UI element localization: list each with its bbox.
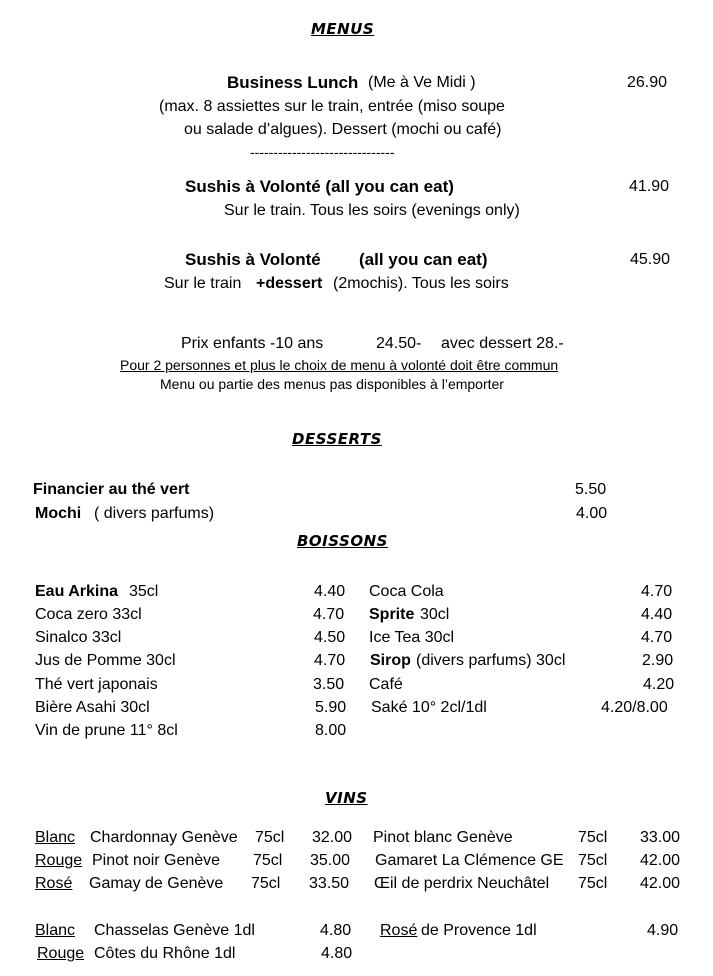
wine-price: 42.00 xyxy=(640,852,681,869)
wine-type: Blanc xyxy=(35,829,76,846)
volonte-1-title: Sushis à Volonté (all you can eat) xyxy=(185,177,454,196)
wine-name: Gamaret La Clémence GE xyxy=(375,852,564,869)
volonte-2-desc-a: Sur le train xyxy=(164,275,242,292)
drink-name: Saké 10° 2cl/1dl xyxy=(371,699,487,716)
drink-price: 8.00 xyxy=(315,722,347,739)
volonte-1-desc: Sur le train. Tous les soirs (evenings only) xyxy=(224,202,520,219)
dessert-name: Financier au thé vert xyxy=(33,481,190,498)
wine-price: 32.00 xyxy=(312,829,353,846)
drink-price: 5.90 xyxy=(315,699,347,716)
menu-note-takeaway: Menu ou partie des menus pas disponibles à l’emporter xyxy=(160,376,504,392)
wine-name: de Provence 1dl xyxy=(421,922,537,939)
drink-extra: 35cl xyxy=(129,583,159,600)
volonte-2-title: Sushis à Volonté xyxy=(185,250,321,269)
wine-price: 42.00 xyxy=(640,875,681,892)
wine-size: 75cl xyxy=(578,875,608,892)
children-price: 24.50- xyxy=(376,335,422,352)
volonte-2-desc-b: +dessert xyxy=(256,275,323,292)
menu-note-common: Pour 2 personnes et plus le choix de menu à volonté doit être commun xyxy=(120,357,559,373)
drink-name: Coca Cola xyxy=(369,583,444,600)
drink-price: 4.20/8.00 xyxy=(601,699,668,716)
wine-name: Côtes du Rhône 1dl xyxy=(94,945,236,962)
desserts-heading: DESSERTS xyxy=(292,430,382,448)
drink-price: 2.90 xyxy=(642,652,674,669)
drink-extra: (divers parfums) 30cl xyxy=(416,652,566,669)
wine-price: 33.00 xyxy=(640,829,681,846)
volonte-2-desc-c: (2mochis). Tous les soirs xyxy=(333,275,509,292)
wine-price: 4.80 xyxy=(321,945,353,962)
drink-price: 4.20 xyxy=(643,676,675,693)
drink-name: Ice Tea 30cl xyxy=(369,629,455,646)
drink-extra: 30cl xyxy=(420,606,450,623)
wine-type: Rouge xyxy=(37,945,85,962)
wine-type: Rosé xyxy=(35,875,73,892)
boissons-heading: BOISSONS xyxy=(297,532,388,550)
business-lunch-price: 26.90 xyxy=(627,74,668,91)
wine-type: Rouge xyxy=(35,852,83,869)
drink-name: Café xyxy=(369,676,403,693)
wine-type: Rosé xyxy=(380,922,418,939)
business-lunch-title: Business Lunch xyxy=(227,73,359,92)
wine-type: Blanc xyxy=(35,922,76,939)
wine-name: Chardonnay Genève xyxy=(90,829,238,846)
wine-size: 75cl xyxy=(255,829,285,846)
drink-name: Sprite xyxy=(369,606,415,623)
dessert-name: Mochi xyxy=(35,505,82,522)
dessert-price: 5.50 xyxy=(575,481,607,498)
drink-name: Coca zero 33cl xyxy=(35,606,142,623)
wine-size: 75cl xyxy=(578,852,608,869)
drink-price: 3.50 xyxy=(313,676,345,693)
volonte-2-price: 45.90 xyxy=(630,251,671,268)
wine-name: Gamay de Genève xyxy=(89,875,224,892)
business-lunch-desc-1: (max. 8 assiettes sur le train, entrée (miso soupe xyxy=(159,98,505,115)
menu-divider: ------------------------------- xyxy=(250,144,395,160)
wine-size: 75cl xyxy=(578,829,608,846)
wine-name: Pinot blanc Genève xyxy=(373,829,513,846)
vins-heading: VINS xyxy=(325,789,368,807)
dessert-extra: ( divers parfums) xyxy=(94,505,215,522)
volonte-1-price: 41.90 xyxy=(629,178,670,195)
business-lunch-desc-2: ou salade d’algues). Dessert (mochi ou café) xyxy=(184,121,502,138)
wine-price: 33.50 xyxy=(309,875,350,892)
drink-name: Bière Asahi 30cl xyxy=(35,699,150,716)
drink-price: 4.50 xyxy=(314,629,346,646)
drink-price: 4.70 xyxy=(641,583,673,600)
wine-price: 4.80 xyxy=(320,922,352,939)
business-lunch-days: (Me à Ve Midi ) xyxy=(368,74,476,91)
wine-price: 4.90 xyxy=(647,922,679,939)
drink-name: Thé vert japonais xyxy=(35,676,158,693)
wine-name: Pinot noir Genève xyxy=(92,852,221,869)
menus-heading: MENUS xyxy=(311,20,375,38)
wine-name: Œil de perdrix Neuchâtel xyxy=(374,875,550,892)
wine-name: Chasselas Genève 1dl xyxy=(94,922,255,939)
drink-price: 4.70 xyxy=(314,652,346,669)
drink-price: 4.70 xyxy=(641,629,673,646)
drink-name: Jus de Pomme 30cl xyxy=(35,652,176,669)
drink-name: Vin de prune 11° 8cl xyxy=(35,722,178,739)
drink-price: 4.40 xyxy=(314,583,346,600)
drink-name: Sirop xyxy=(370,652,411,669)
drink-name: Sinalco 33cl xyxy=(35,629,122,646)
volonte-2-title-extra: (all you can eat) xyxy=(359,250,488,269)
children-price-label: Prix enfants -10 ans xyxy=(181,335,324,352)
wine-size: 75cl xyxy=(251,875,281,892)
drink-name: Eau Arkina xyxy=(35,583,118,600)
children-dessert-price: avec dessert 28.- xyxy=(441,335,564,352)
dessert-price: 4.00 xyxy=(576,505,608,522)
drink-price: 4.40 xyxy=(641,606,673,623)
wine-size: 75cl xyxy=(253,852,283,869)
drink-price: 4.70 xyxy=(313,606,345,623)
wine-price: 35.00 xyxy=(310,852,351,869)
